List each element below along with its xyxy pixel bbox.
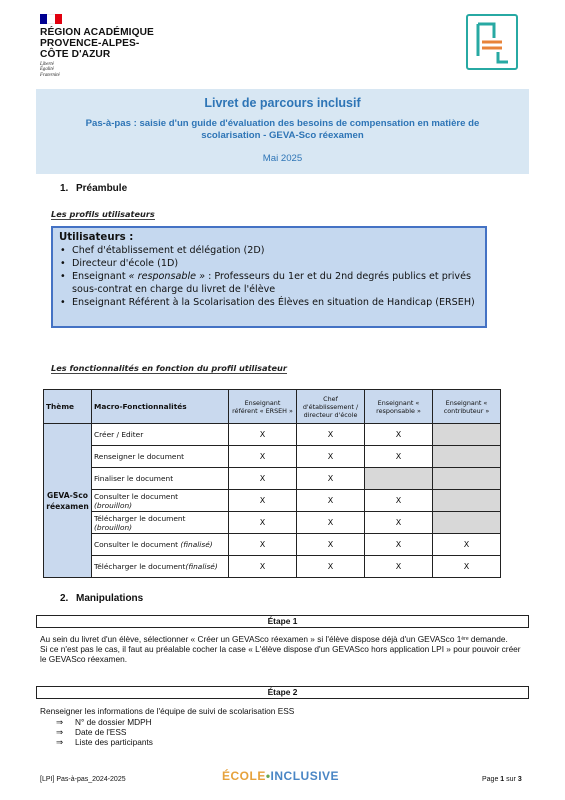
feature-cell: Consulter le document (finalisé) — [92, 534, 229, 556]
access-cell: X — [365, 490, 433, 512]
access-cell: X — [229, 424, 297, 446]
step-2-intro: Renseigner les informations de l'équipe de suivi de scolarisation ESS — [40, 706, 295, 716]
feature-cell: Télécharger le document(finalisé) — [92, 556, 229, 578]
column-header: Enseignant référent « ERSEH » — [229, 390, 297, 424]
access-cell: X — [297, 512, 365, 534]
access-cell: X — [229, 468, 297, 490]
access-cell: X — [433, 556, 501, 578]
page-subtitle: Pas-à-pas : saisie d'un guide d'évaluation des besoins de compensation en matière de scolarisation - GEVA-Sco réexamen — [85, 118, 480, 141]
access-cell — [433, 490, 501, 512]
list-item: ⇒ N° de dossier MDPH — [56, 717, 152, 727]
table-row — [44, 534, 501, 556]
feature-cell: Créer / Editer — [92, 424, 229, 446]
profile-item: • Chef d'établissement et délégation (2D) — [59, 244, 479, 257]
region-name: RÉGION ACADÉMIQUE PROVENCE-ALPES- CÔTE D'AZUR — [40, 27, 154, 60]
arrow-right-icon: ⇒ — [56, 737, 63, 747]
list-item: ⇒ Date de l'ESS — [56, 727, 127, 737]
feature-cell: Télécharger le document (brouillon) — [92, 512, 229, 534]
access-cell: X — [365, 446, 433, 468]
access-cell: X — [365, 534, 433, 556]
profiles-box-title: Utilisateurs : — [59, 232, 134, 243]
profile-item: • Enseignant « responsable » : Professeurs du 1er et du 2nd degrés publics et privés sous-contrat en charge du livret de l'élève — [59, 270, 479, 296]
feature-cell: Consulter le document (brouillon) — [92, 490, 229, 512]
features-heading: Les fonctionnalités en fonction du profil utilisateur — [51, 363, 287, 373]
header — [40, 14, 530, 84]
feature-cell: Renseigner le document — [92, 446, 229, 468]
access-cell: X — [365, 556, 433, 578]
access-cell: X — [297, 556, 365, 578]
profile-item: • Enseignant Référent à la Scolarisation des Élèves en situation de Handicap (ERSEH) — [59, 296, 479, 309]
theme-cell: GEVA-Sco réexamen — [44, 424, 92, 578]
column-header: Macro-Fonctionnalités — [92, 390, 229, 424]
step-1-text: Au sein du livret d'un élève, sélectionner « Créer un GEVASco réexamen » si l'élève dispose déjà d'un GEVASco 1ère demande. Si ce n'est pas le cas, il faut au préalable cocher la case « L'élève dispose d'un GEVASco hors application LPI » pour pouvoir créer le GEVASco réexamen. — [40, 634, 521, 664]
column-header: Thème — [44, 390, 92, 424]
arrow-right-icon: ⇒ — [56, 727, 63, 737]
access-cell: X — [365, 424, 433, 446]
table-row — [44, 446, 501, 468]
access-cell: X — [297, 490, 365, 512]
column-header: Enseignant « contributeur » — [433, 390, 501, 424]
table-row — [44, 490, 501, 512]
step-1-header: Étape 1 — [36, 615, 529, 628]
list-item: ⇒ Liste des participants — [56, 737, 153, 747]
access-cell: X — [229, 446, 297, 468]
page-title: Livret de parcours inclusif — [204, 96, 361, 110]
arrow-right-icon: ⇒ — [56, 717, 63, 727]
access-cell: X — [433, 534, 501, 556]
table-row — [44, 556, 501, 578]
access-cell: X — [297, 534, 365, 556]
page-number: Page 1 sur 3 — [482, 776, 522, 783]
profiles-heading: Les profils utilisateurs — [51, 209, 155, 219]
access-cell: X — [229, 534, 297, 556]
ecole-inclusive-logo: ÉCOLE•INCLUSIVE — [222, 769, 340, 783]
feature-cell: Finaliser le document — [92, 468, 229, 490]
lpi-logo-icon — [466, 14, 518, 70]
profiles-box — [51, 226, 487, 328]
column-header: Enseignant « responsable » — [365, 390, 433, 424]
access-cell: X — [229, 556, 297, 578]
title-box — [36, 89, 529, 174]
access-cell — [365, 468, 433, 490]
table-row — [44, 512, 501, 534]
step-2-header: Étape 2 — [36, 686, 529, 699]
access-cell — [433, 512, 501, 534]
profile-item: • Directeur d'école (1D) — [59, 257, 479, 270]
access-cell — [433, 468, 501, 490]
profiles-list — [59, 244, 479, 309]
access-cell: X — [229, 512, 297, 534]
access-cell: X — [229, 490, 297, 512]
access-cell: X — [365, 512, 433, 534]
table-row — [44, 468, 501, 490]
footer-document-name: [LPI] Pas-à-pas_2024-2025 — [40, 776, 126, 783]
section-1-title: 1. Préambule — [60, 183, 128, 194]
column-header: Chef d'établissement / directeur d'école — [297, 390, 365, 424]
access-cell — [433, 424, 501, 446]
french-flag-icon — [40, 14, 62, 24]
table-header-row — [44, 390, 501, 424]
table-row — [44, 424, 501, 446]
access-cell: X — [297, 446, 365, 468]
step-2-list — [56, 717, 153, 747]
republic-motto: Liberté Égalité Fraternité — [40, 62, 60, 78]
features-table — [43, 389, 501, 578]
access-cell: X — [297, 468, 365, 490]
access-cell — [433, 446, 501, 468]
publication-date: Mai 2025 — [262, 153, 303, 164]
access-cell: X — [297, 424, 365, 446]
section-2-title: 2. Manipulations — [60, 593, 144, 604]
